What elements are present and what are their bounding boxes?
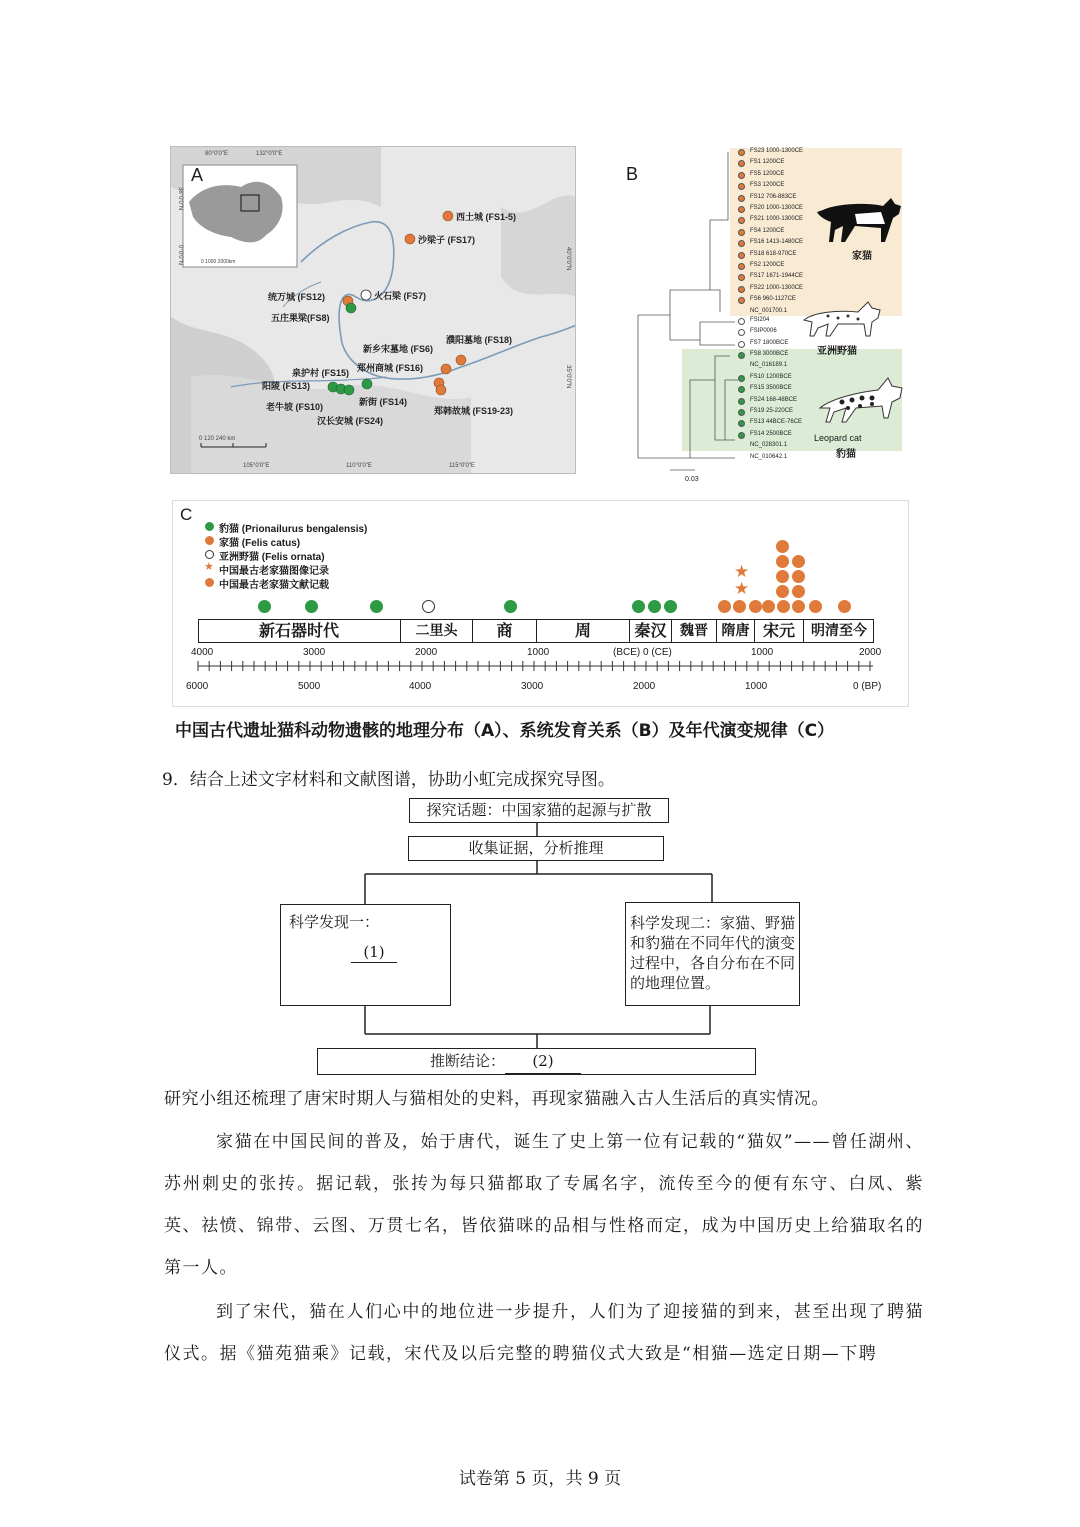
- legend-item: 中国最古老家猫图像记录: [219, 566, 329, 577]
- leaf-label: FS21 1000-1300CE: [750, 216, 804, 223]
- leaf-label: NC_016189.1: [750, 362, 788, 369]
- conclusion-label: 推断结论：: [430, 1052, 506, 1070]
- site-label: 汉长安城 (FS24): [317, 416, 384, 426]
- leaf-label: FSI204: [750, 317, 770, 323]
- leaf-label: NC_028301.1: [750, 442, 788, 449]
- site-label: 火石梁 (FS7): [374, 291, 427, 301]
- axis-top-label: 1000: [527, 647, 550, 658]
- panel-b-letter: B: [626, 164, 639, 184]
- question-9: 9．结合上述文字材料和文献图谱，协助小虹完成探究导图。: [162, 770, 615, 790]
- axis-top-label: 3000: [303, 647, 326, 658]
- legend-item: 亚洲野猫 (Felis ornata): [219, 552, 325, 563]
- leaf-label: FS7 1800BCE: [750, 339, 789, 346]
- leaf-label: FS1 1200CE: [750, 159, 785, 166]
- leaf-label: FS22 1000-1300CE: [750, 284, 804, 291]
- tick-label: 105°0'0"E: [243, 463, 270, 469]
- tick-label: 80°0'0"E: [205, 151, 229, 157]
- tick-label: 38°0'0"N: [177, 187, 183, 211]
- legend-item: 豹猫 (Prionailurus bengalensis): [219, 524, 368, 535]
- label-asian: 亚洲野猫: [817, 346, 857, 357]
- site-label: 郑州商城 (FS16): [357, 363, 424, 373]
- leaf-label: FS13 44BCE-76CE: [750, 419, 803, 426]
- inset-scale: 0 1000 2000km: [201, 259, 236, 265]
- panel-a-letter: A: [191, 165, 204, 185]
- leaf-label: FS17 1671-1944CE: [750, 273, 804, 280]
- leaf-label: FS2 1200CE: [750, 262, 785, 268]
- era-label: 商: [472, 619, 536, 643]
- flow-collect-box: 收集证据，分析推理: [408, 836, 664, 861]
- leaf-label: NC_010642.1: [750, 453, 788, 460]
- leaf-label: FS18 618-970CE: [750, 250, 797, 257]
- site-label: 新街 (FS14): [359, 397, 408, 407]
- era-label: 新石器时代: [258, 621, 339, 640]
- label-leopard-en: Leopard cat: [814, 433, 862, 443]
- leaf-label: FS5 1200CE: [750, 170, 785, 177]
- leaf-label: FS3 1200CE: [750, 182, 785, 189]
- tick-label: 40°0'0"N: [565, 247, 571, 271]
- era-label: 明清至今: [803, 619, 874, 643]
- axis-top-label: 1000: [751, 647, 774, 658]
- leaf-label: FS4 1200CE: [750, 227, 785, 234]
- leaf-label: FS23 1000-1300CE: [750, 148, 804, 154]
- paragraph-tang: 家猫在中国民间的普及，始于唐代，诞生了史上第一位有记载的“猫奴”——曾任湖州、苏州刺史的张抟。据记载，张抟为每只猫都取了专属名字，流传至今的便有东守、白凤、紫英、祛愤、锦带、云图、万贯七名，皆依猫咪的品相与性格而定，成为中国历史上给猫取名的第一人。: [164, 1132, 924, 1278]
- axis-bottom-label: 6000: [186, 681, 209, 692]
- era-label: 周: [536, 619, 629, 643]
- era-label: 魏晋: [671, 619, 716, 643]
- legend-item: 家猫 (Felis catus): [219, 538, 301, 549]
- site-label: 沙梁子 (FS17): [418, 235, 476, 245]
- flow-topic-box: 探究话题：中国家猫的起源与扩散: [409, 798, 669, 823]
- tick-label: 132°0'0"E: [256, 151, 283, 157]
- tick-label: 115°0'0"E: [449, 463, 475, 469]
- leaf-label: FS14 2500BCE: [750, 430, 792, 437]
- era-label: 二里头: [400, 619, 472, 643]
- leaf-label: FS20 1000-1300CE: [750, 205, 804, 211]
- legend-item: 中国最古老家猫文献记载: [219, 580, 329, 591]
- site-label: 统万城 (FS12): [268, 292, 326, 302]
- tick-label: 110°0'0"E: [346, 463, 372, 469]
- axis-top-label: 2000: [859, 647, 882, 658]
- axis-bottom-label: 2000: [633, 681, 656, 692]
- finding1-title: 科学发现一：: [289, 913, 380, 931]
- site-label: 濮阳墓地 (FS18): [446, 335, 513, 345]
- site-label: 新乡宋墓地 (FS6): [363, 344, 434, 354]
- era-label: 隋唐: [716, 619, 754, 643]
- site-label: 五庄果梁(FS8): [271, 313, 330, 323]
- leaf-label: FS15 3500BCE: [750, 385, 792, 392]
- leaf-label: FS12 706-883CE: [750, 193, 797, 200]
- axis-bottom-label: 5000: [298, 681, 321, 692]
- timeline-star-icon: ★: [734, 562, 750, 582]
- axis-top-label: 2000: [415, 647, 438, 658]
- tree-scale: 0.03: [685, 476, 699, 483]
- legend-star-icon: ★: [204, 560, 214, 573]
- map-scale: 0 120 240 km: [199, 436, 236, 442]
- leaf-label: FS24 168-48BCE: [750, 396, 798, 403]
- flow-finding1-box: [280, 904, 451, 1006]
- blank-2[interactable]: (2): [505, 1049, 581, 1074]
- label-leopard: 豹猫: [836, 449, 856, 460]
- leaf-label: FSIP0006: [750, 328, 777, 335]
- axis-top-label: 4000: [191, 647, 214, 658]
- site-label: 西土城 (FS1-5): [456, 212, 517, 222]
- era-label: 秦汉: [629, 619, 671, 643]
- tick-label: 35°0'0"N: [565, 365, 571, 389]
- panel-c-letter: C: [180, 505, 193, 524]
- timeline-star-icon: ★: [734, 579, 750, 599]
- leaf-label: NC_001700.1: [750, 307, 788, 314]
- blank-1[interactable]: (1): [351, 942, 397, 963]
- axis-bottom-label: 3000: [521, 681, 544, 692]
- label-domestic: 家猫: [852, 251, 872, 262]
- axis-bottom-label: 1000: [745, 681, 768, 692]
- leaf-label: FS10 1200BCE: [750, 373, 792, 380]
- figure-caption: 中国古代遗址猫科动物遗骸的地理分布（A）、系统发育关系（B）及年代演变规律（C）: [175, 721, 835, 741]
- leaf-label: FS6 960-1127CE: [750, 296, 796, 303]
- axis-bottom-label: 0 (BP): [853, 681, 882, 692]
- site-label: 郑韩故城 (FS19-23): [434, 406, 514, 416]
- page-footer: 试卷第 5 页，共 9 页: [458, 1469, 622, 1489]
- leaf-label: FS8 3000BCE: [750, 351, 789, 357]
- era-label: 宋元: [754, 619, 803, 643]
- leaf-label: FS19 25-220CE: [750, 408, 794, 414]
- flow-finding2-box: 科学发现二：家猫、野猫和豹猫在不同年代的演变过程中，各自分布在不同的地理位置。: [625, 902, 800, 1006]
- site-label: 老牛坡 (FS10): [266, 402, 324, 412]
- site-label: 阳陵 (FS13): [262, 381, 311, 391]
- axis-bottom-label: 4000: [409, 681, 432, 692]
- axis-top-label: (BCE) 0 (CE): [613, 647, 672, 658]
- site-label: 泉护村 (FS15): [292, 368, 350, 378]
- paragraph-intro: 研究小组还梳理了唐宋时期人与猫相处的史料，再现家猫融入古人生活后的真实情况。: [164, 1089, 829, 1109]
- tick-label: 0°0'0"N: [177, 245, 183, 266]
- paragraph-song: 到了宋代，猫在人们心中的地位进一步提升，人们为了迎接猫的到来，甚至出现了聘猫仪式。据《猫苑猫乘》记载，宋代及以后完整的聘猫仪式大致是“相猫—选定日期—下聘: [164, 1302, 924, 1364]
- flow-conclusion-box: [317, 1048, 756, 1075]
- leaf-label: FS16 1413-1480CE: [750, 239, 804, 246]
